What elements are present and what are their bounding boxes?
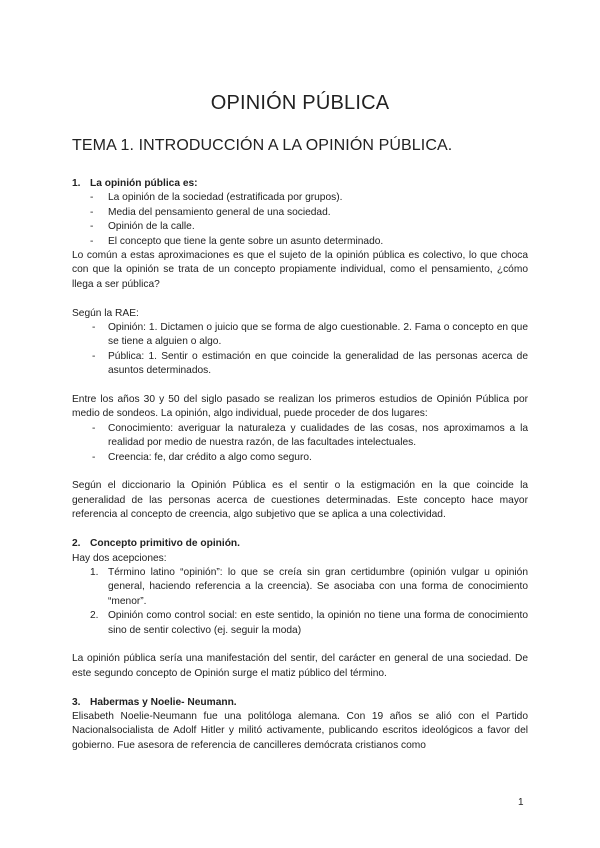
section-title: Concepto primitivo de opinión.: [90, 538, 240, 550]
paragraph: Según la RAE:: [72, 307, 139, 319]
section-number: 2.: [72, 538, 81, 550]
section-title: La opinión pública es:: [90, 178, 198, 189]
section-number: 1.: [72, 178, 81, 189]
list-item: - Opinión: 1. Dictamen o juicio que se forma de algo cuestionable. 2. Fama o concepto en que se tiene a alguien o algo.: [92, 322, 528, 348]
paragraph: Según el diccionario la Opinión Pública es el sentir o la estigmación en la que coincide la generalidad de las personas acerca de cuestiones determinadas. Este concepto hace mayor referencia al concepto de creencia, algo subjetivo que se aplica a una colectividad.: [72, 480, 528, 521]
list-item: - Creencia: fe, dar crédito a algo como seguro.: [92, 451, 312, 463]
section-title: Habermas y Noelie- Neumann.: [90, 696, 237, 708]
topic-subtitle: TEMA 1. INTRODUCCIÓN A LA OPINIÓN PÚBLICA.: [72, 137, 453, 154]
section-number: 3.: [72, 696, 81, 708]
list-item: - Media del pensamiento general de una sociedad.: [90, 206, 331, 218]
section-3-heading: [72, 696, 528, 710]
rae-list: [72, 321, 528, 379]
paragraph: La opinión pública sería una manifestación del sentir, del carácter en general de una sociedad. De este segundo concepto de Opinión surge el matiz público del término.: [72, 653, 528, 679]
section-2-heading: [72, 537, 528, 551]
definition-list: [72, 191, 528, 249]
list-item: 2. Opinión como control social: en este sentido, la opinión no tiene una forma de conocimiento sino de sentir colectivo (ej. seguir la moda): [90, 610, 528, 636]
paragraph: Hay dos acepciones:: [72, 552, 167, 564]
document-body: [72, 177, 528, 753]
list-item: - Pública: 1. Sentir o estimación en que coincide la generalidad de las personas acerca de asuntos determinados.: [92, 350, 528, 377]
list-item: 1. Término latino “opinión”: lo que se creía sin gran certidumbre (opinión vulgar u opinión general, haciendo referencia a la creencia). Se asociaba con una forma de conocimiento “menor”.: [90, 566, 528, 607]
section-1-heading: [72, 177, 528, 191]
page-number: 1: [518, 797, 524, 808]
meanings-list: [72, 566, 528, 638]
list-item: - La opinión de la sociedad (estratificada por grupos).: [90, 192, 343, 204]
paragraph: Elisabeth Noelie-Neumann fue una politóloga alemana. Con 19 años se alió con el Partido Nacionalsocialista de Adolf Hitler y militó activamente, publicando escritos ideológicos a favor del gobierno. Fue asesora de referencia de cancilleres demócrata cristianos como: [72, 710, 528, 751]
list-item: - Conocimiento: averiguar la naturaleza y cualidades de las cosas, nos aproximamos a la realidad por medio de nuestra razón, de las facultades intelectuales.: [92, 422, 528, 449]
list-item: - Opinión de la calle.: [90, 221, 195, 233]
origin-list: [72, 422, 528, 465]
list-item: - El concepto que tiene la gente sobre un asunto determinado.: [90, 235, 384, 247]
paragraph: Entre los años 30 y 50 del siglo pasado se realizan los primeros estudios de Opinión Pública por medio de sondeos. La opinión, algo individual, puede proceder de dos lugares:: [72, 394, 528, 420]
page-title: OPINIÓN PÚBLICA: [210, 92, 390, 114]
paragraph: Lo común a estas aproximaciones es que el sujeto de la opinión pública es colectivo, lo que choca con que la opinión se trata de un concepto propiamente individual, como el pensamiento, ¿cómo llega a ser pública?: [72, 250, 528, 290]
